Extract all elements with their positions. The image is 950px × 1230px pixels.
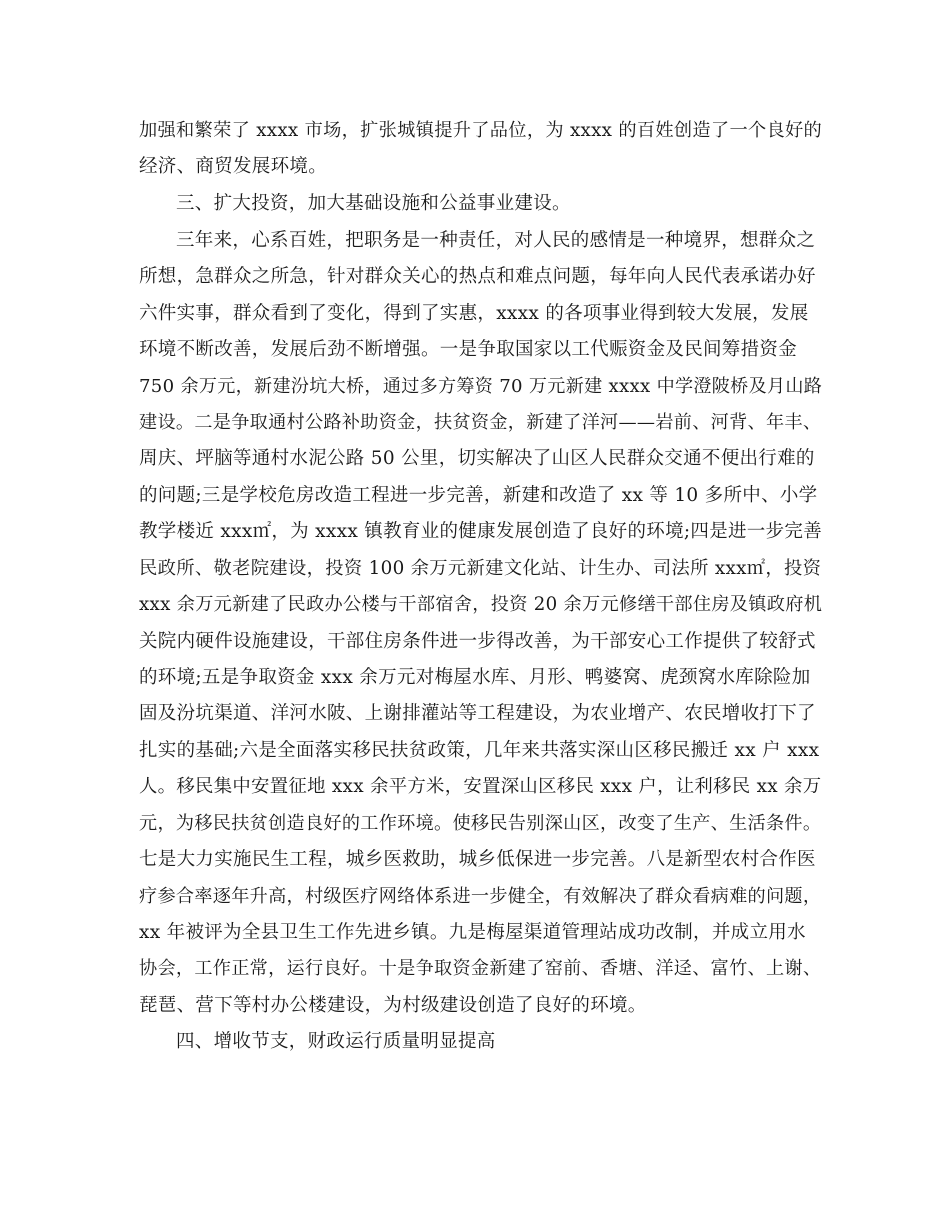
text-line: 协会，工作正常，运行良好。十是争取资金新建了窑前、香塘、洋迳、富竹、上谢、 <box>139 958 822 979</box>
text-line: 750 余万元，新建汾坑大桥，通过多方筹资 70 万元新建 xxxx 中学澄陂桥及月山路 <box>139 376 823 397</box>
text-line: 固及汾坑渠道、洋河水陂、上谢排灌站等工程建设，为农业增产、农民增收打下了 <box>139 703 816 724</box>
text-line: 元，为移民扶贫创造良好的工作环境。使移民告别深山区，改变了生产、生活条件。 <box>139 813 822 834</box>
text-line: 周庆、坪脑等通村水泥公路 50 公里，切实解决了山区人民群众交通不便出行难的 <box>139 448 815 469</box>
text-line: xx 年被评为全县卫生工作先进乡镇。九是梅屋渠道管理站成功改制，并成立用水 <box>139 922 806 943</box>
text-line: 教学楼近 xxx㎡，为 xxxx 镇教育业的健康发展创造了良好的环境;四是进一步完善 <box>139 521 823 542</box>
text-line: 民政所、敬老院建设，投资 100 余万元新建文化站、计生办、司法所 xxx㎡，投资 <box>139 558 822 579</box>
section-heading: 三、扩大投资，加大基础设施和公益事业建设。 <box>176 193 571 214</box>
text-line: 环境不断改善，发展后劲不断增强。一是争取国家以工代赈资金及民间筹措资金 <box>139 339 798 360</box>
text-line: 六件实事，群众看到了变化，得到了实惠，xxxx 的各项事业得到较大发展，发展 <box>139 303 809 324</box>
text-line: 扎实的基础;六是全面落实移民扶贫政策，几年来共落实深山区移民搬迁 xx 户 xxx <box>139 740 820 761</box>
text-line: 经济、商贸发展环境。 <box>139 156 328 177</box>
text-line: xxx 余万元新建了民政办公楼与干部宿舍，投资 20 余万元修缮干部住房及镇政府机 <box>139 594 823 615</box>
section-heading: 四、增收节支，财政运行质量明显提高 <box>176 1031 496 1052</box>
text-line: 疗参合率逐年升高，村级医疗网络体系进一步健全，有效解决了群众看病难的问题， <box>139 886 822 907</box>
text-line: 琵琶、营下等村办公楼建设，为村级建设创造了良好的环境。 <box>139 995 647 1016</box>
text-line: 的问题;三是学校危房改造工程进一步完善，新建和改造了 xx 等 10 多所中、小学 <box>139 485 818 506</box>
text-line: 建设。二是争取通村公路补助资金，扶贫资金，新建了洋河——岩前、河背、年丰、 <box>139 412 822 433</box>
text-line: 七是大力实施民生工程，城乡医救助，城乡低保进一步完善。八是新型农村合作医 <box>139 849 816 870</box>
text-line: 人。移民集中安置征地 xxx 余平方米，安置深山区移民 xxx 户，让利移民 xx 余万 <box>139 776 822 797</box>
text-line: 所想，急群众之所急，针对群众关心的热点和难点问题，每年向人民代表承诺办好 <box>139 266 816 287</box>
text-line: 三年来，心系百姓，把职务是一种责任，对人民的感情是一种境界，想群众之 <box>176 230 816 251</box>
text-line: 加强和繁荣了 xxxx 市场，扩张城镇提升了品位，为 xxxx 的百姓创造了一个良好的 <box>139 120 823 141</box>
text-line: 关院内硬件设施建设，干部住房条件进一步得改善，为干部安心工作提供了较舒式 <box>139 631 816 652</box>
text-line: 的环境;五是争取资金 xxx 余万元对梅屋水库、月形、鸭婆窝、虎颈窝水库除险加 <box>139 667 811 688</box>
